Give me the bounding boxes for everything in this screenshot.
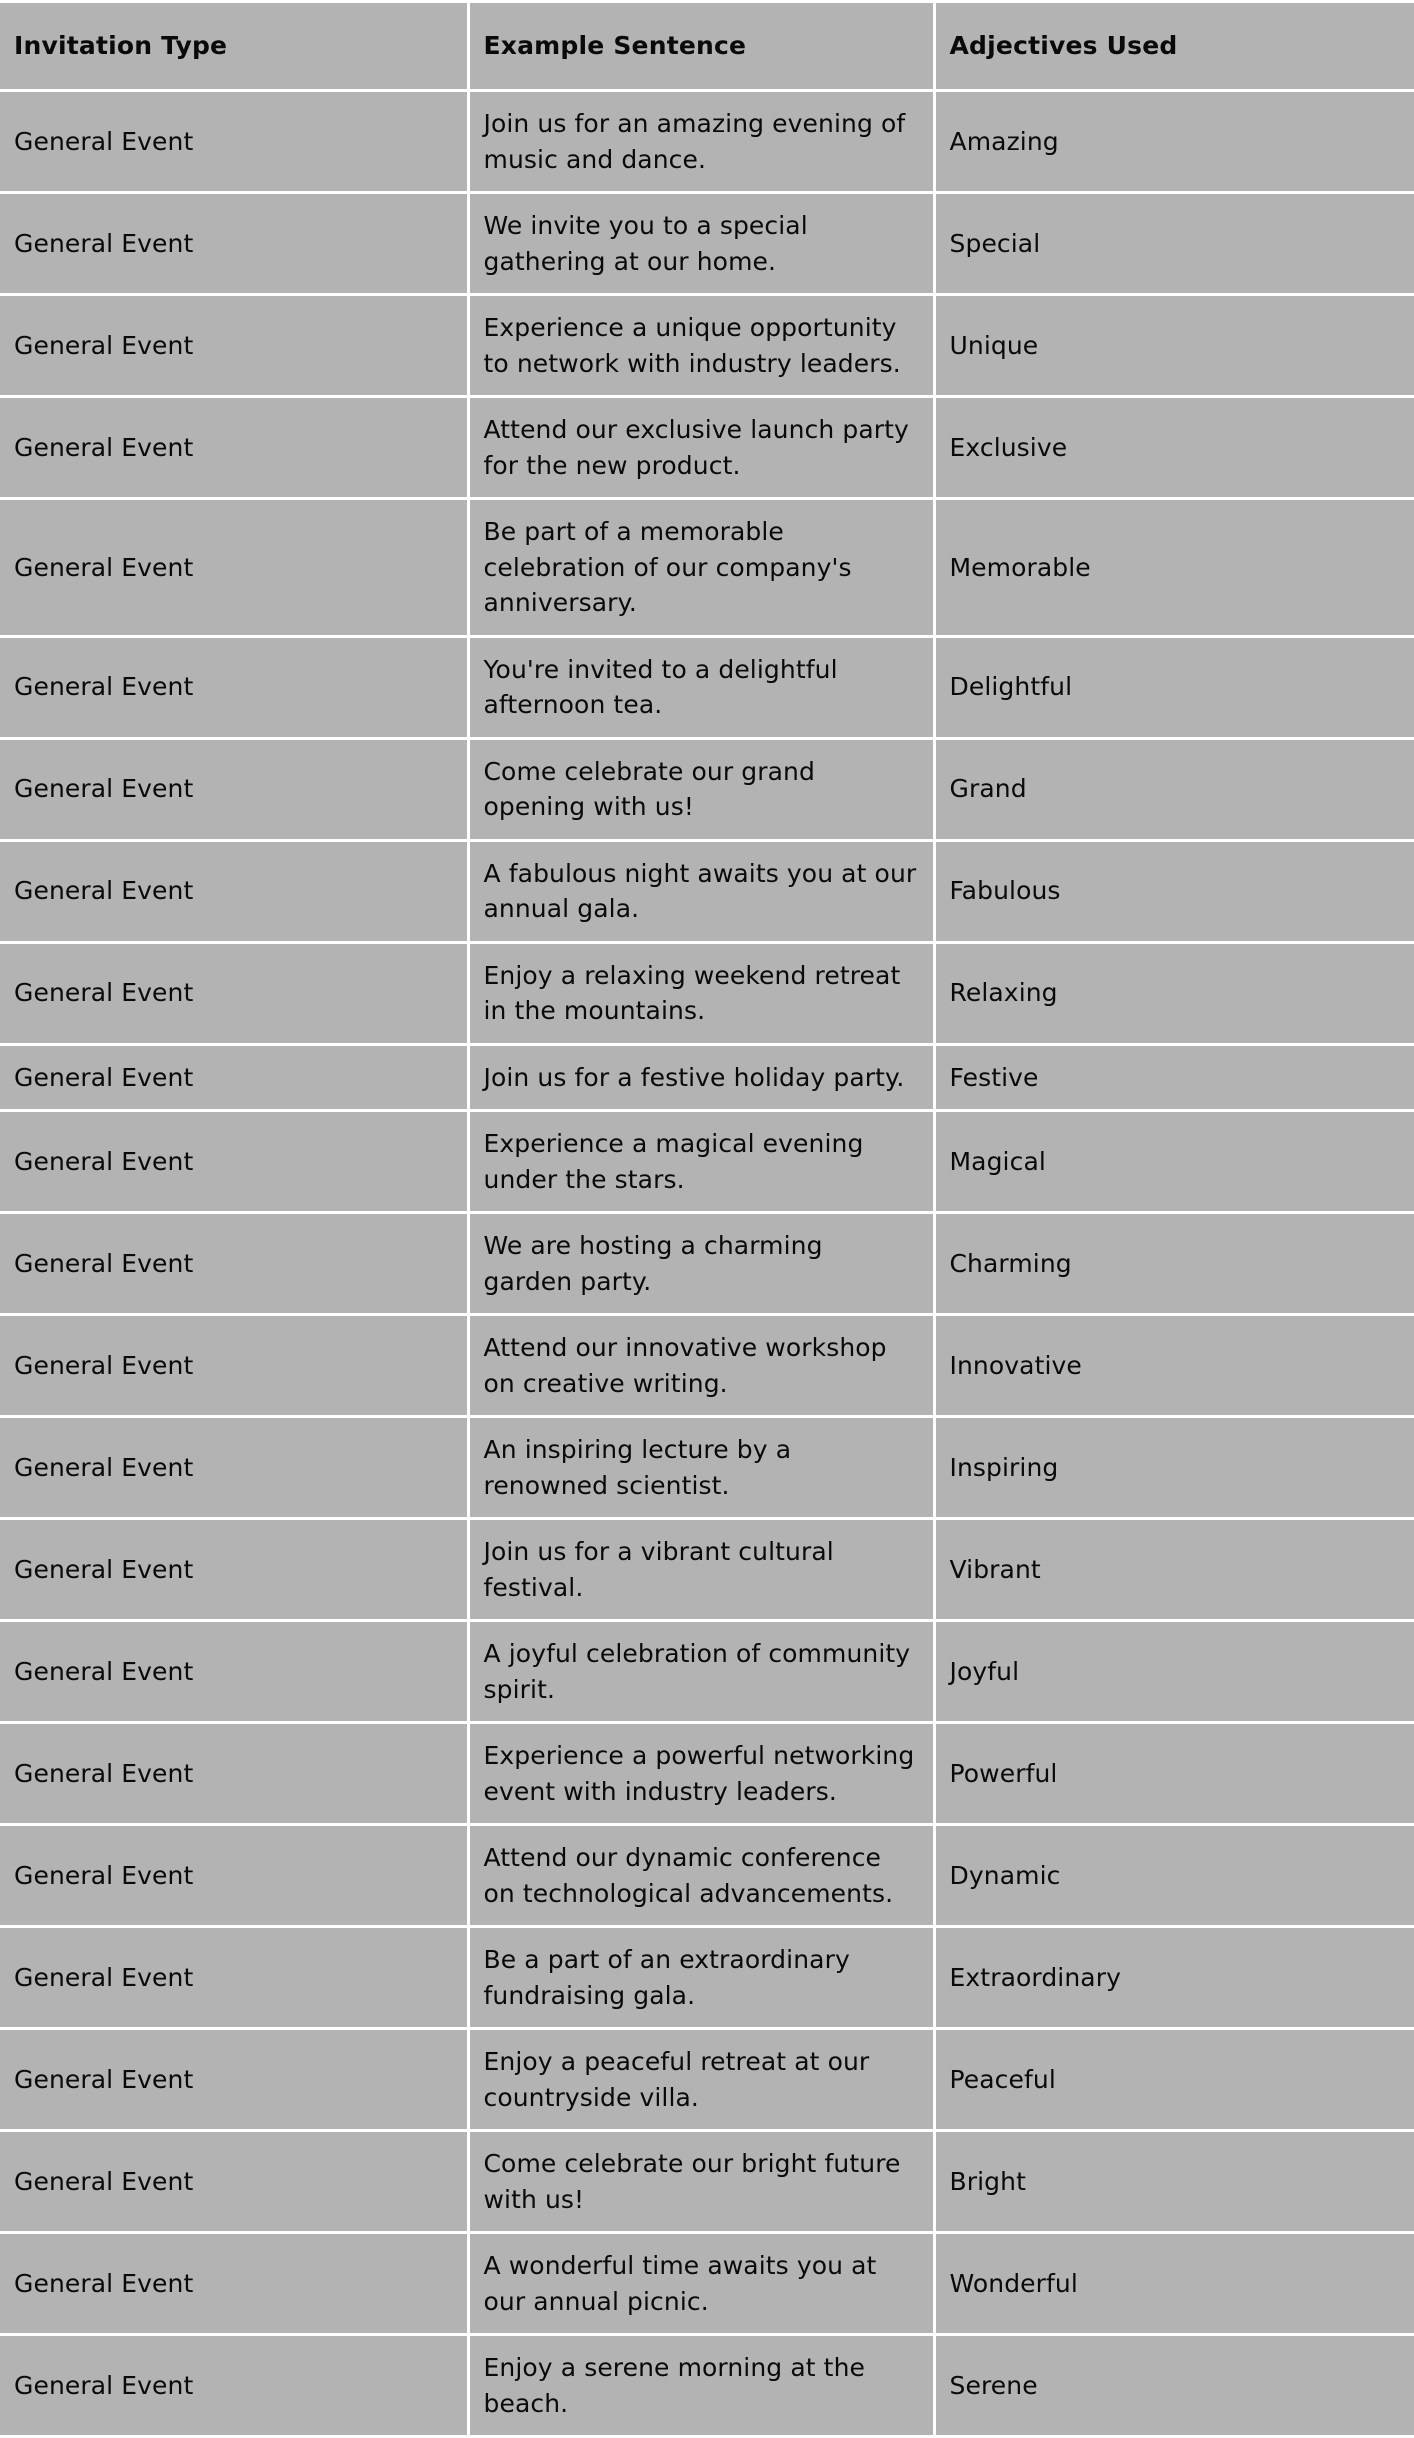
cell-adjectives-used: Serene bbox=[934, 2335, 1414, 2437]
cell-adjectives-used: Innovative bbox=[934, 1315, 1414, 1417]
table-row bbox=[0, 1927, 1414, 2029]
cell-example-sentence: An inspiring lecture by a renowned scientist. bbox=[468, 1417, 934, 1519]
table-row bbox=[0, 499, 1414, 637]
cell-adjectives-used: Charming bbox=[934, 1213, 1414, 1315]
cell-adjectives-used: Bright bbox=[934, 2131, 1414, 2233]
table-row bbox=[0, 738, 1414, 840]
cell-invitation-type: General Event bbox=[0, 1044, 468, 1111]
table-header bbox=[0, 3, 1414, 91]
cell-invitation-type: General Event bbox=[0, 1927, 468, 2029]
column-header-example-sentence: Example Sentence bbox=[468, 3, 934, 91]
cell-example-sentence: Enjoy a serene morning at the beach. bbox=[468, 2335, 934, 2437]
cell-invitation-type: General Event bbox=[0, 193, 468, 295]
table-row bbox=[0, 1044, 1414, 1111]
cell-invitation-type: General Event bbox=[0, 1111, 468, 1213]
cell-example-sentence: Experience a magical evening under the stars. bbox=[468, 1111, 934, 1213]
table-row bbox=[0, 1315, 1414, 1417]
cell-example-sentence: Enjoy a relaxing weekend retreat in the mountains. bbox=[468, 942, 934, 1044]
table-row bbox=[0, 1111, 1414, 1213]
table-row bbox=[0, 1519, 1414, 1621]
cell-invitation-type: General Event bbox=[0, 636, 468, 738]
column-header-adjectives-used: Adjectives Used bbox=[934, 3, 1414, 91]
cell-invitation-type: General Event bbox=[0, 738, 468, 840]
cell-example-sentence: Attend our dynamic conference on technological advancements. bbox=[468, 1825, 934, 1927]
cell-invitation-type: General Event bbox=[0, 2233, 468, 2335]
cell-adjectives-used: Special bbox=[934, 193, 1414, 295]
cell-invitation-type: General Event bbox=[0, 2335, 468, 2437]
cell-invitation-type: General Event bbox=[0, 1417, 468, 1519]
cell-invitation-type: General Event bbox=[0, 499, 468, 637]
cell-invitation-type: General Event bbox=[0, 1723, 468, 1825]
table-row bbox=[0, 91, 1414, 193]
table-row bbox=[0, 1723, 1414, 1825]
table-header-row bbox=[0, 3, 1414, 91]
cell-adjectives-used: Wonderful bbox=[934, 2233, 1414, 2335]
cell-adjectives-used: Dynamic bbox=[934, 1825, 1414, 1927]
cell-invitation-type: General Event bbox=[0, 397, 468, 499]
table-row bbox=[0, 1621, 1414, 1723]
cell-example-sentence: Attend our innovative workshop on creative writing. bbox=[468, 1315, 934, 1417]
cell-adjectives-used: Amazing bbox=[934, 91, 1414, 193]
cell-example-sentence: Experience a unique opportunity to network with industry leaders. bbox=[468, 295, 934, 397]
cell-adjectives-used: Peaceful bbox=[934, 2029, 1414, 2131]
table-row bbox=[0, 1417, 1414, 1519]
cell-example-sentence: Enjoy a peaceful retreat at our countryside villa. bbox=[468, 2029, 934, 2131]
cell-example-sentence: Come celebrate our grand opening with us! bbox=[468, 738, 934, 840]
cell-example-sentence: Experience a powerful networking event with industry leaders. bbox=[468, 1723, 934, 1825]
cell-invitation-type: General Event bbox=[0, 1213, 468, 1315]
cell-invitation-type: General Event bbox=[0, 1315, 468, 1417]
cell-example-sentence: Attend our exclusive launch party for the new product. bbox=[468, 397, 934, 499]
cell-example-sentence: Join us for a festive holiday party. bbox=[468, 1044, 934, 1111]
cell-invitation-type: General Event bbox=[0, 295, 468, 397]
cell-example-sentence: Come celebrate our bright future with us! bbox=[468, 2131, 934, 2233]
table-row bbox=[0, 1825, 1414, 1927]
cell-adjectives-used: Vibrant bbox=[934, 1519, 1414, 1621]
cell-invitation-type: General Event bbox=[0, 1825, 468, 1927]
cell-invitation-type: General Event bbox=[0, 942, 468, 1044]
cell-invitation-type: General Event bbox=[0, 2131, 468, 2233]
cell-example-sentence: A fabulous night awaits you at our annual gala. bbox=[468, 840, 934, 942]
cell-adjectives-used: Grand bbox=[934, 738, 1414, 840]
cell-adjectives-used: Delightful bbox=[934, 636, 1414, 738]
table-row bbox=[0, 840, 1414, 942]
invitation-table bbox=[0, 3, 1414, 2438]
cell-adjectives-used: Powerful bbox=[934, 1723, 1414, 1825]
cell-invitation-type: General Event bbox=[0, 2029, 468, 2131]
cell-example-sentence: A wonderful time awaits you at our annual picnic. bbox=[468, 2233, 934, 2335]
cell-invitation-type: General Event bbox=[0, 1519, 468, 1621]
cell-example-sentence: We are hosting a charming garden party. bbox=[468, 1213, 934, 1315]
table-row bbox=[0, 2233, 1414, 2335]
cell-invitation-type: General Event bbox=[0, 1621, 468, 1723]
cell-adjectives-used: Fabulous bbox=[934, 840, 1414, 942]
cell-adjectives-used: Joyful bbox=[934, 1621, 1414, 1723]
cell-adjectives-used: Festive bbox=[934, 1044, 1414, 1111]
table-row bbox=[0, 2029, 1414, 2131]
table-row bbox=[0, 2131, 1414, 2233]
table-row bbox=[0, 942, 1414, 1044]
table-row bbox=[0, 1213, 1414, 1315]
table-row bbox=[0, 2335, 1414, 2437]
table-row bbox=[0, 636, 1414, 738]
cell-example-sentence: You're invited to a delightful afternoon tea. bbox=[468, 636, 934, 738]
table-row bbox=[0, 295, 1414, 397]
cell-example-sentence: Join us for an amazing evening of music and dance. bbox=[468, 91, 934, 193]
cell-invitation-type: General Event bbox=[0, 840, 468, 942]
cell-adjectives-used: Exclusive bbox=[934, 397, 1414, 499]
cell-adjectives-used: Memorable bbox=[934, 499, 1414, 637]
table-row bbox=[0, 397, 1414, 499]
cell-adjectives-used: Inspiring bbox=[934, 1417, 1414, 1519]
cell-adjectives-used: Relaxing bbox=[934, 942, 1414, 1044]
cell-example-sentence: We invite you to a special gathering at our home. bbox=[468, 193, 934, 295]
cell-adjectives-used: Unique bbox=[934, 295, 1414, 397]
cell-example-sentence: Be a part of an extraordinary fundraising gala. bbox=[468, 1927, 934, 2029]
column-header-invitation-type: Invitation Type bbox=[0, 3, 468, 91]
table-body bbox=[0, 91, 1414, 2437]
table-row bbox=[0, 193, 1414, 295]
cell-adjectives-used: Extraordinary bbox=[934, 1927, 1414, 2029]
cell-example-sentence: Join us for a vibrant cultural festival. bbox=[468, 1519, 934, 1621]
cell-adjectives-used: Magical bbox=[934, 1111, 1414, 1213]
cell-invitation-type: General Event bbox=[0, 91, 468, 193]
cell-example-sentence: Be part of a memorable celebration of our company's anniversary. bbox=[468, 499, 934, 637]
cell-example-sentence: A joyful celebration of community spirit. bbox=[468, 1621, 934, 1723]
